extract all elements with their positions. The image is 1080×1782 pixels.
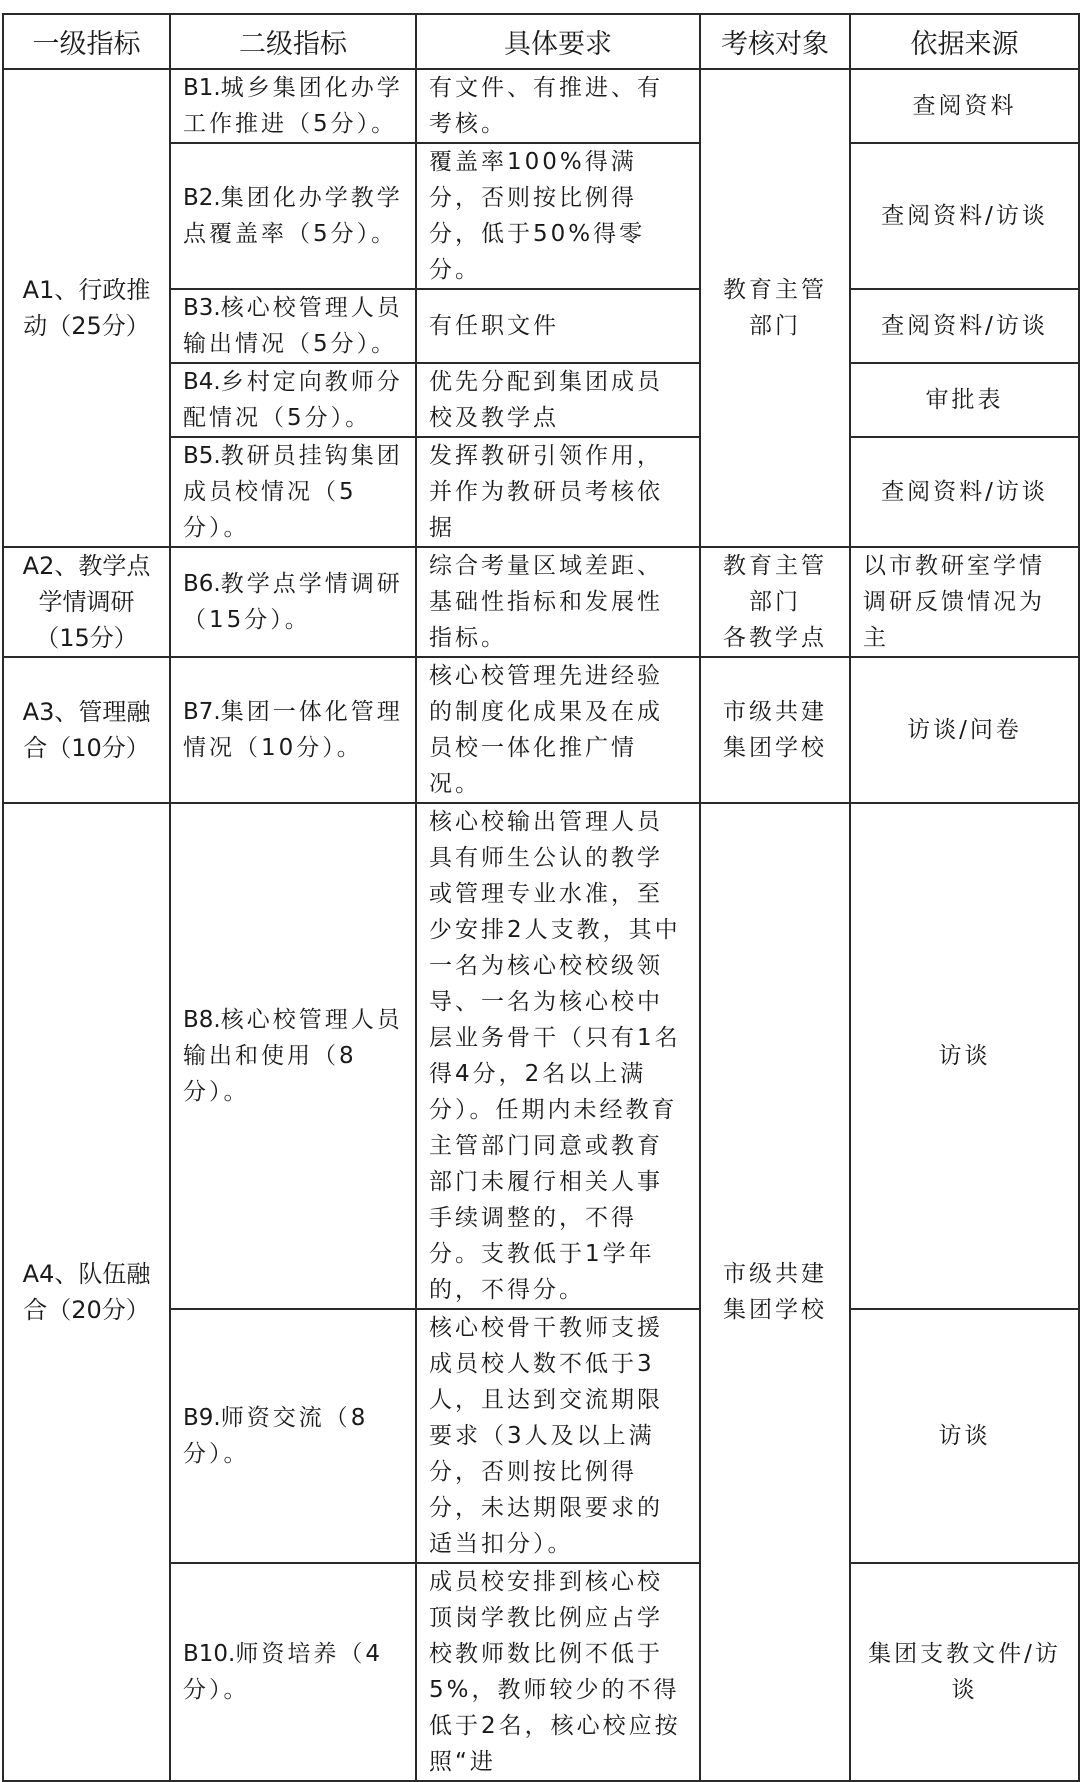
indicator-name: B3.核心校管理人员输出情况（5分）。 (170, 289, 416, 363)
requirement-text: 核心校骨干教师支援成员校人数不低于3人，且达到交流期限要求（3人及以上满分，否则按比例得分，未达期限要求的适当扣分）。 (416, 1309, 700, 1563)
indicator-name: B8.核心校管理人员输出和使用（8分）。 (170, 803, 416, 1309)
indicator-name: B2.集团化办学教学点覆盖率（5分）。 (170, 143, 416, 289)
header-source: 依据来源 (850, 14, 1079, 69)
table-row (3, 547, 1079, 657)
source-text: 查阅资料 (850, 69, 1079, 143)
header-level1: 一级指标 (3, 14, 170, 69)
requirement-text: 核心校输出管理人员具有师生公认的教学或管理专业水准，至少安排2人支教，其中一名为核心校校级领导、一名为核心校中层业务骨干（只有1名得4分，2名以上满分）。任期内未经教育主管部门同意或教育部门未履行相关人事手续调整的，不得分。支教低于1学年的，不得分。 (416, 803, 700, 1309)
source-text: 访谈 (850, 1309, 1079, 1563)
indicator-name: B4.乡村定向教师分配情况（5分）。 (170, 363, 416, 437)
header-requirement: 具体要求 (416, 14, 700, 69)
table-row (3, 657, 1079, 803)
header-target: 考核对象 (700, 14, 850, 69)
indicator-name: B7.集团一体化管理情况（10分）。 (170, 657, 416, 803)
indicator-name: B10.师资培养（4分）。 (170, 1563, 416, 1781)
group-a3: A3、管理融合（10分） (3, 657, 170, 803)
group-a4: A4、队伍融合（20分） (3, 803, 170, 1781)
indicator-name: B1.城乡集团化办学工作推进（5分）。 (170, 69, 416, 143)
source-text: 以市教研室学情调研反馈情况为主 (850, 547, 1079, 657)
header-row (3, 14, 1079, 69)
target-edu-dept: 教育主管部门 (700, 69, 850, 547)
indicator-name: B6.教学点学情调研（15分）。 (170, 547, 416, 657)
indicator-name: B5.教研员挂钩集团成员校情况（5分）。 (170, 437, 416, 547)
source-text: 查阅资料/访谈 (850, 143, 1079, 289)
source-text: 访谈/问卷 (850, 657, 1079, 803)
requirement-text: 有任职文件 (416, 289, 700, 363)
table-row (3, 69, 1079, 143)
assessment-table (2, 13, 1080, 1782)
source-text: 查阅资料/访谈 (850, 289, 1079, 363)
group-a2: A2、教学点学情调研（15分） (3, 547, 170, 657)
requirement-text: 综合考量区域差距、基础性指标和发展性指标。 (416, 547, 700, 657)
requirement-text: 覆盖率100%得满分，否则按比例得分，低于50%得零分。 (416, 143, 700, 289)
requirement-text: 发挥教研引领作用，并作为教研员考核依据 (416, 437, 700, 547)
target-city-school: 市级共建集团学校 (700, 657, 850, 803)
indicator-name: B9.师资交流（8分）。 (170, 1309, 416, 1563)
source-text: 审批表 (850, 363, 1079, 437)
requirement-text: 成员校安排到核心校顶岗学教比例应占学校教师数比例不低于5%，教师较少的不得低于2名，核心校应按照“进 (416, 1563, 700, 1781)
requirement-text: 有文件、有推进、有考核。 (416, 69, 700, 143)
table-row (3, 803, 1079, 1309)
requirement-text: 优先分配到集团成员校及教学点 (416, 363, 700, 437)
requirement-text: 核心校管理先进经验的制度化成果及在成员校一体化推广情况。 (416, 657, 700, 803)
source-text: 集团支教文件/访谈 (850, 1563, 1079, 1781)
source-text: 查阅资料/访谈 (850, 437, 1079, 547)
source-text: 访谈 (850, 803, 1079, 1309)
target-city-school: 市级共建集团学校 (700, 803, 850, 1781)
target-edu-dept-points: 教育主管部门 各教学点 (700, 547, 850, 657)
group-a1: A1、行政推动（25分） (3, 69, 170, 547)
header-level2: 二级指标 (170, 14, 416, 69)
